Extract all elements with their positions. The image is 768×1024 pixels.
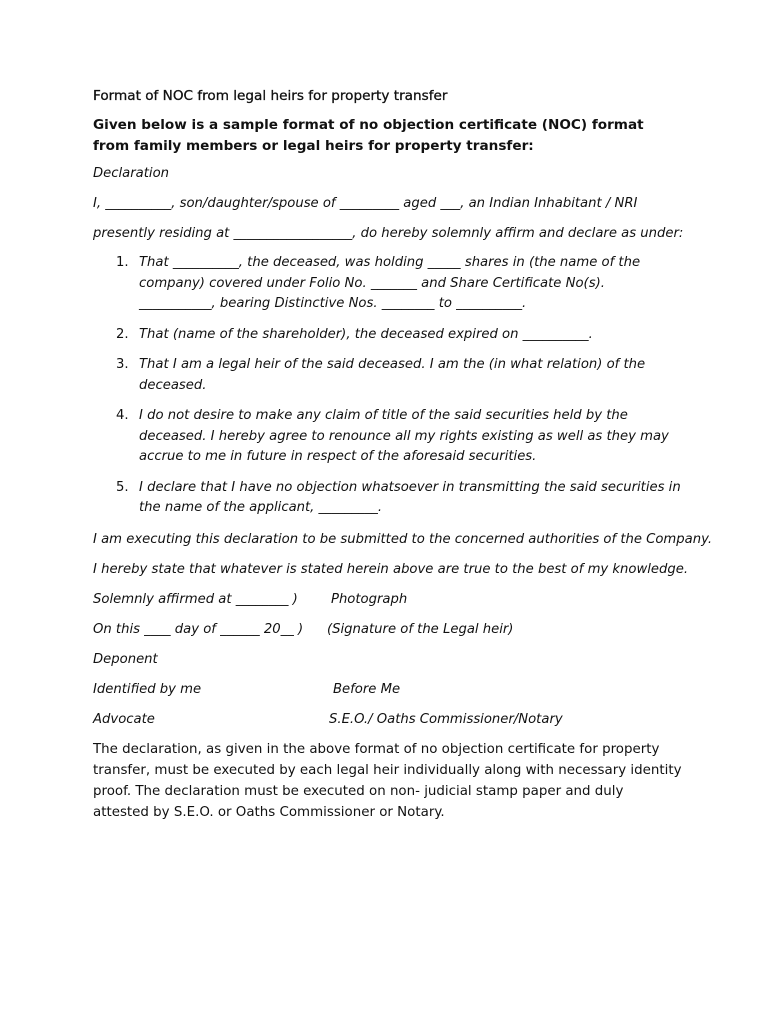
deponent-row [93, 649, 683, 670]
identified-row [93, 679, 683, 700]
list-item [93, 478, 683, 519]
list-item [93, 325, 683, 346]
intro-paragraph: Given below is a sample format of no objection certificate (NOC) format from family members or legal heirs for property transfer: [93, 117, 644, 154]
advocate-label: Advocate [93, 711, 155, 727]
list-number: 3. [116, 357, 129, 372]
list-item-text: That I am a legal heir of the said deceased. I am the (in what relation) of the deceased. [139, 357, 646, 393]
list-number: 4. [116, 408, 129, 423]
residence-line: presently residing at __________________, do hereby solemnly affirm and declare as under: [93, 226, 684, 241]
list-item [93, 355, 683, 396]
list-item-text: I do not desire to make any claim of title of the said securities held by the deceased. I hereby agree to renounce all my rights existing as well as they may accrue to me in future in respect of the aforesaid securities. [139, 408, 669, 464]
document-body [93, 86, 713, 823]
list-number: 1. [116, 255, 129, 270]
date-row [93, 619, 683, 640]
executing-statement: I am executing this declaration to be submitted to the concerned authorities of the Company. [93, 531, 713, 547]
solemnly-row [93, 589, 683, 610]
list-number: 2. [116, 326, 129, 342]
closing-paragraph: The declaration, as given in the above format of no objection certificate for property transfer, must be executed by each legal heir individually along with necessary identity proof. The declaration must be executed on non- judicial stamp paper and duly attested by S.E.O. or Oaths Commissioner or Notary. [93, 741, 682, 820]
declaration-list [93, 253, 683, 519]
identified-label: Identified by me [93, 681, 202, 697]
list-item [93, 253, 683, 315]
before-me-label: Before Me [333, 681, 401, 697]
list-number: 5. [116, 479, 129, 495]
photograph-label: Photograph [331, 591, 408, 607]
truth-statement: I hereby state that whatever is stated herein above are true to the best of my knowledge. [93, 561, 689, 577]
solemnly-affirmed-label: Solemnly affirmed at ________ ) [93, 591, 298, 607]
document-title: Format of NOC from legal heirs for property transfer [93, 88, 448, 104]
list-item-text: That (name of the shareholder), the deceased expired on __________. [139, 326, 593, 342]
list-item-text: I declare that I have no objection whatsoever in transmitting the said securities in the name of the applicant, _________. [139, 479, 681, 515]
declaration-heading: Declaration [93, 166, 170, 181]
date-label: On this ____ day of ______ 20__ ) [93, 621, 304, 637]
deponent-label: Deponent [93, 651, 158, 667]
advocate-row [93, 709, 683, 730]
signature-label: (Signature of the Legal heir) [327, 621, 514, 637]
list-item-text: That __________, the deceased, was holding _____ shares in (the name of the company) covered under Folio No. _______ and Share Certificate No(s). ___________, bearing Distinctive Nos. ________ to __________. [139, 255, 641, 311]
commissioner-label: S.E.O./ Oaths Commissioner/Notary [329, 711, 563, 727]
declarant-line: I, __________, son/daughter/spouse of _________ aged ___, an Indian Inhabitant / NRI [93, 196, 638, 211]
list-item [93, 406, 683, 468]
